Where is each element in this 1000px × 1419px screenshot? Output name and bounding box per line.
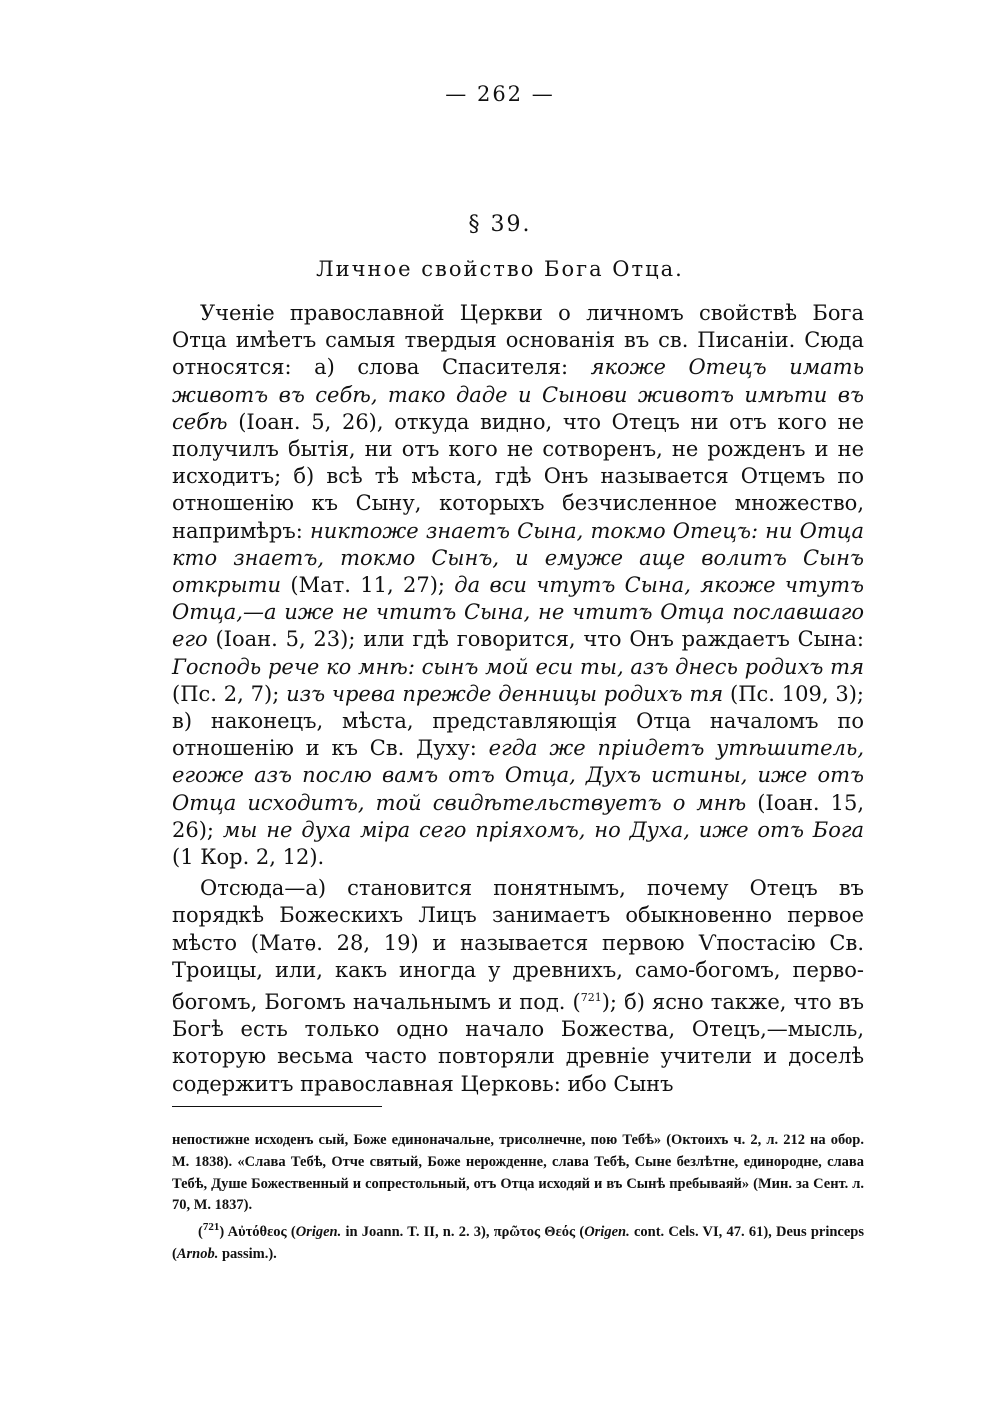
text-run: (Іоан. 5, 26), откуда видно, что Отецъ ни отъ кого не получилъ бытія, ни отъ кого не сотворенъ, не рожденъ и не исходитъ; б) всѣ тѣ мѣста, гдѣ Онъ называется Отцемъ по отношенію къ Сыну, которыхъ безчисленное множество, напримѣръ: [172, 409, 864, 543]
text-run: in Joann. T. II, n. 2. 3), πρῶτος Θεός ( [341, 1224, 585, 1241]
text-run: (Мат. 11, 27); [281, 573, 455, 598]
quote: якоже Отецъ имать животъ въ себѣ, тако даде и Сынови животъ имѣти въ себѣ [172, 355, 865, 434]
text-run: ( [198, 1224, 203, 1241]
quote: егда же пріидетъ утѣшитель, егоже азъ послю вамъ отъ Отца, Духъ истины, иже отъ Отца исходитъ, той свидѣтельствуетъ о мнѣ [172, 736, 864, 815]
paragraph-1 [172, 300, 864, 871]
main-text [172, 300, 864, 1098]
text-run: (Пс. 109, 3); в) наконецъ, мѣста, представляющія Отца началомъ по отношенію и къ Св. Духу: [172, 681, 865, 761]
text-run: ) Αὐτόθεος ( [219, 1224, 296, 1241]
quote: никтоже знаетъ Сына, токмо Отецъ: ни Отца кто знаетъ, токмо Сынъ, и емуже аще волитъ Сынъ открыти [172, 518, 864, 598]
text-run: (1 Кор. 2, 12). [172, 845, 325, 870]
quote: да вси чтутъ Сына, якоже чтутъ Отца,—а иже не чтитъ Сына, не чтитъ Отца пославшаго его [172, 573, 864, 652]
text-run: Отсюда—а) становится понятнымъ, почему Отецъ въ порядкѣ Божескихъ Лицъ занимаетъ обыкновенно первое мѣсто (Матѳ. 28, 19) и называется первою Ѵпостасію Св. Троицы, или, какъ иногда у древнихъ, само-богомъ, перво-богомъ, Богомъ начальнымъ и под. ( [172, 876, 864, 1015]
text-run: (Іоан. 15, 26); [172, 790, 864, 842]
footnote-number: 721 [202, 1221, 220, 1234]
text-run: cont. Cels. VI, 47. 61), Deus princeps ( [172, 1224, 864, 1262]
quote: мы не духа міра сего пріяхомъ, но Духа, иже отъ Бога [222, 817, 864, 842]
section-heading: § 39. [468, 212, 532, 237]
paragraph-2 [172, 875, 864, 1098]
page-number: — 262 — [445, 82, 555, 106]
author-name: Arnob. [176, 1245, 219, 1262]
text-run: (Іоан. 5, 23); или гдѣ говорится, что Онъ раждаетъ Сына: [207, 627, 864, 652]
footnote-721 [172, 1217, 864, 1265]
quote: Господь рече ко мнѣ: сынъ мой еси ты, азъ днесь родихъ тя [172, 654, 864, 679]
author-name: Origen. [584, 1224, 630, 1241]
footnote-ref: 721 [580, 991, 602, 1005]
author-name: Origen. [295, 1224, 342, 1241]
text-run: Ученіе православной Церкви о личномъ свойствѣ Бога Отца имѣетъ самыя твердыя основанія въ св. Писаніи. Сюда относятся: а) слова Спасителя: [172, 301, 864, 380]
text-run: ); б) ясно также, что въ Богѣ есть только одно начало Божества, Отецъ,—мысль, которую весьма часто повторяли древніе учители и доселѣ содержитъ православная Церковь: ибо Сынъ [172, 990, 864, 1096]
text-run: (Пс. 2, 7); [172, 681, 287, 706]
footnote-continued: непостижне исходенъ сый, Боже единоначальне, трисолнечне, пою Тебѣ» (Октоихъ ч. 2, л. 212 на обор. М. 1838). «Слава Тебѣ, Отче святый, Боже нерожденне, слава Тебѣ, Сыне безлѣтне, единородне, слава Тебѣ, Душе Божественный и сопрестольный, отъ Отца исходяй и въ Сынѣ пребываяй» (Мин. за Сент. л. 70, М. 1837). [172, 1132, 864, 1214]
section-title: Личное свойство Бога Отца. [316, 257, 684, 281]
footnote-divider [172, 1106, 382, 1107]
footnotes [172, 1130, 864, 1266]
quote: изъ чрева прежде денницы родихъ тя [286, 681, 724, 706]
text-run: passim.). [218, 1245, 277, 1262]
